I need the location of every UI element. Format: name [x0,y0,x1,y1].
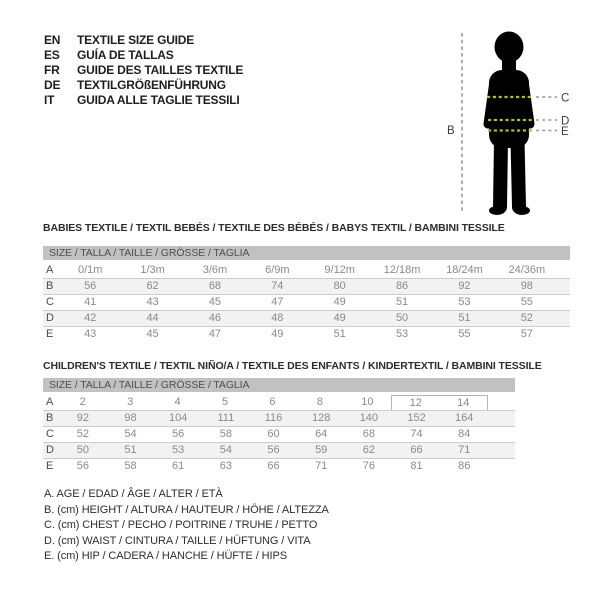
children-table-title: CHILDREN'S TEXTILE / TEXTIL NIÑO/A / TEXTILE DES ENFANTS / KINDERTEXTIL / BAMBINI TESSILE [43,360,542,372]
row-label: D [46,312,54,324]
child-silhouette-icon [488,32,530,216]
table-cell: 61 [172,460,185,472]
table-cell: 54 [219,444,232,456]
language-row-de [44,78,243,93]
legend-height: B. (cm) HEIGHT / ALTURA / HAUTEUR / HÖHE / ALTEZZA [44,503,329,516]
table-cell: 68 [362,428,375,440]
table-cell: 52 [520,312,533,324]
table-cell: 68 [208,280,222,292]
legend-hip: E. (cm) HIP / CADERA / HANCHE / HÜFTE / HIPS [44,550,287,562]
table-cell: 66 [410,444,423,456]
table-cell: 12/18m [383,264,421,276]
waist-label: D [561,115,570,128]
table-cell: 51 [124,444,137,456]
table-row-c [43,426,515,442]
table-cell: 45 [146,328,159,340]
table-cell: 92 [458,280,471,292]
language-label: GUIDA ALLE TAGLIE TESSILI [77,93,240,107]
language-label: GUÍA DE TALLAS [77,48,174,62]
language-row-fr [44,63,243,78]
row-label: E [46,328,54,340]
table-row-a [43,394,515,410]
table-cell: 1/3m [140,264,165,276]
row-label: E [46,460,54,472]
legend-age: A. AGE / EDAD / ÂGE / ALTER / ETÀ [44,488,223,500]
table-cell: 47 [208,328,222,340]
table-cell: 74 [271,280,284,292]
table-cell: 53 [458,296,471,308]
table-cell: 76 [362,460,375,472]
height-label: B [447,125,455,137]
table-cell: 51 [458,312,471,324]
table-cell: 54 [124,428,137,440]
table-cell: 81 [410,460,423,472]
table-cell: 42 [84,312,97,324]
table-cell: 24/36m [508,264,546,276]
table-cell: 47 [271,296,284,308]
table-cell: 0/1m [77,264,103,276]
table-cell: 84 [458,428,471,440]
hip-label: E [561,126,569,138]
table-cell: 8 [316,396,323,408]
table-cell: 44 [146,312,159,324]
table-cell: 104 [169,412,188,424]
table-cell: 3 [127,396,134,408]
table-cell: 56 [267,444,280,456]
table-cell: 53 [172,444,185,456]
table-cell: 56 [84,280,97,292]
table-row-e [43,458,515,474]
language-label: TEXTILE SIZE GUIDE [77,33,195,47]
table-cell: 62 [362,444,375,456]
table-cell: 6/9m [265,264,290,276]
table-cell: 53 [395,328,409,340]
table-cell: 14 [440,395,488,410]
table-cell: 59 [315,444,328,456]
language-label: TEXTILGRÖßENFÜHRUNG [77,78,226,92]
table-cell: 41 [84,296,97,308]
table-cell: 63 [219,460,232,472]
table-cell: 140 [359,412,379,424]
measurement-legend [44,487,329,565]
table-cell: 49 [271,328,284,340]
table-cell: 50 [395,312,409,324]
table-cell: 4 [174,396,181,408]
table-cell: 55 [520,296,533,308]
table-row-b [43,278,570,294]
table-row-b [43,410,515,426]
language-row-it [44,93,243,108]
table-cell: 51 [333,328,346,340]
language-row-es [44,48,243,63]
table-row-d [43,310,570,326]
row-label: D [46,444,54,456]
row-label: B [46,280,54,292]
table-cell: 50 [76,444,89,456]
table-cell: 74 [410,428,423,440]
table-cell: 71 [315,460,328,472]
table-cell: 10 [361,396,374,408]
table-row-d [43,442,515,458]
row-label: C [46,296,54,308]
language-code: IT [44,93,55,107]
table-cell: 46 [208,312,222,324]
babies-size-table [43,246,570,342]
table-cell: 6 [269,396,276,408]
table-cell: 98 [124,412,137,424]
table-cell: 86 [458,460,471,472]
table-cell: 43 [84,328,97,340]
table-cell: 5 [221,396,229,408]
row-label: C [46,428,54,440]
table-cell: 111 [217,412,235,424]
table-cell: 62 [146,280,159,292]
table-cell: 60 [267,428,280,440]
table-cell: 57 [520,328,533,340]
table-cell: 55 [458,328,471,340]
table-cell: 56 [172,428,185,440]
table-cell: 52 [76,428,89,440]
table-cell: 80 [333,280,346,292]
table-cell: 48 [271,312,284,324]
row-label: A [46,396,54,408]
language-code: EN [44,33,61,47]
table-cell: 98 [520,280,533,292]
table-cell: 86 [395,280,409,292]
language-label: GUIDE DES TAILLES TEXTILE [77,63,244,77]
table-cell: 71 [458,444,471,456]
children-table-header: SIZE / TALLA / TAILLE / GRÖSSE / TAGLIA [43,378,515,392]
legend-waist: D. (cm) WAIST / CINTURA / TAILLE / HÜFTUNG / VITA [44,534,311,547]
legend-chest: C. (cm) CHEST / PECHO / POITRINE / TRUHE / PETTO [44,519,318,531]
table-cell: 9/12m [324,264,355,276]
row-label: B [46,412,54,424]
children-table-body [43,394,515,474]
table-cell: 2 [79,396,86,408]
table-cell: 128 [312,412,331,424]
table-cell: 49 [333,296,346,308]
babies-table-title: BABIES TEXTILE / TEXTIL BEBÉS / TEXTILE DES BÉBÉS / BABYS TEXTIL / BAMBINI TESSILE [43,222,505,234]
measurement-figure [440,20,580,225]
table-cell: 92 [76,412,89,424]
language-list [44,33,243,108]
table-cell: 116 [264,412,283,424]
table-cell: 66 [267,460,280,472]
language-code: FR [44,63,60,77]
table-cell: 51 [395,296,409,308]
table-cell: 12 [391,395,439,410]
children-size-table [43,378,515,474]
table-cell: 43 [146,296,159,308]
table-cell: 56 [76,460,89,472]
table-cell: 49 [333,312,346,324]
table-row-c [43,294,570,310]
language-code: ES [44,48,60,62]
language-row-en [44,33,243,48]
babies-table-header: SIZE / TALLA / TAILLE / GRÖSSE / TAGLIA [43,246,570,260]
table-row-a [43,262,570,278]
table-cell: 3/6m [202,264,228,276]
table-cell: 152 [407,412,426,424]
table-cell: 45 [208,296,222,308]
babies-table-body [43,262,570,342]
table-row-e [43,326,570,342]
table-cell: 58 [219,428,232,440]
language-code: DE [44,78,61,92]
table-cell: 64 [315,428,328,440]
table-cell: 18/24m [446,264,483,276]
chest-label: C [561,92,570,105]
table-cell: 164 [455,412,474,424]
table-cell: 58 [124,460,137,472]
row-label: A [46,264,54,276]
